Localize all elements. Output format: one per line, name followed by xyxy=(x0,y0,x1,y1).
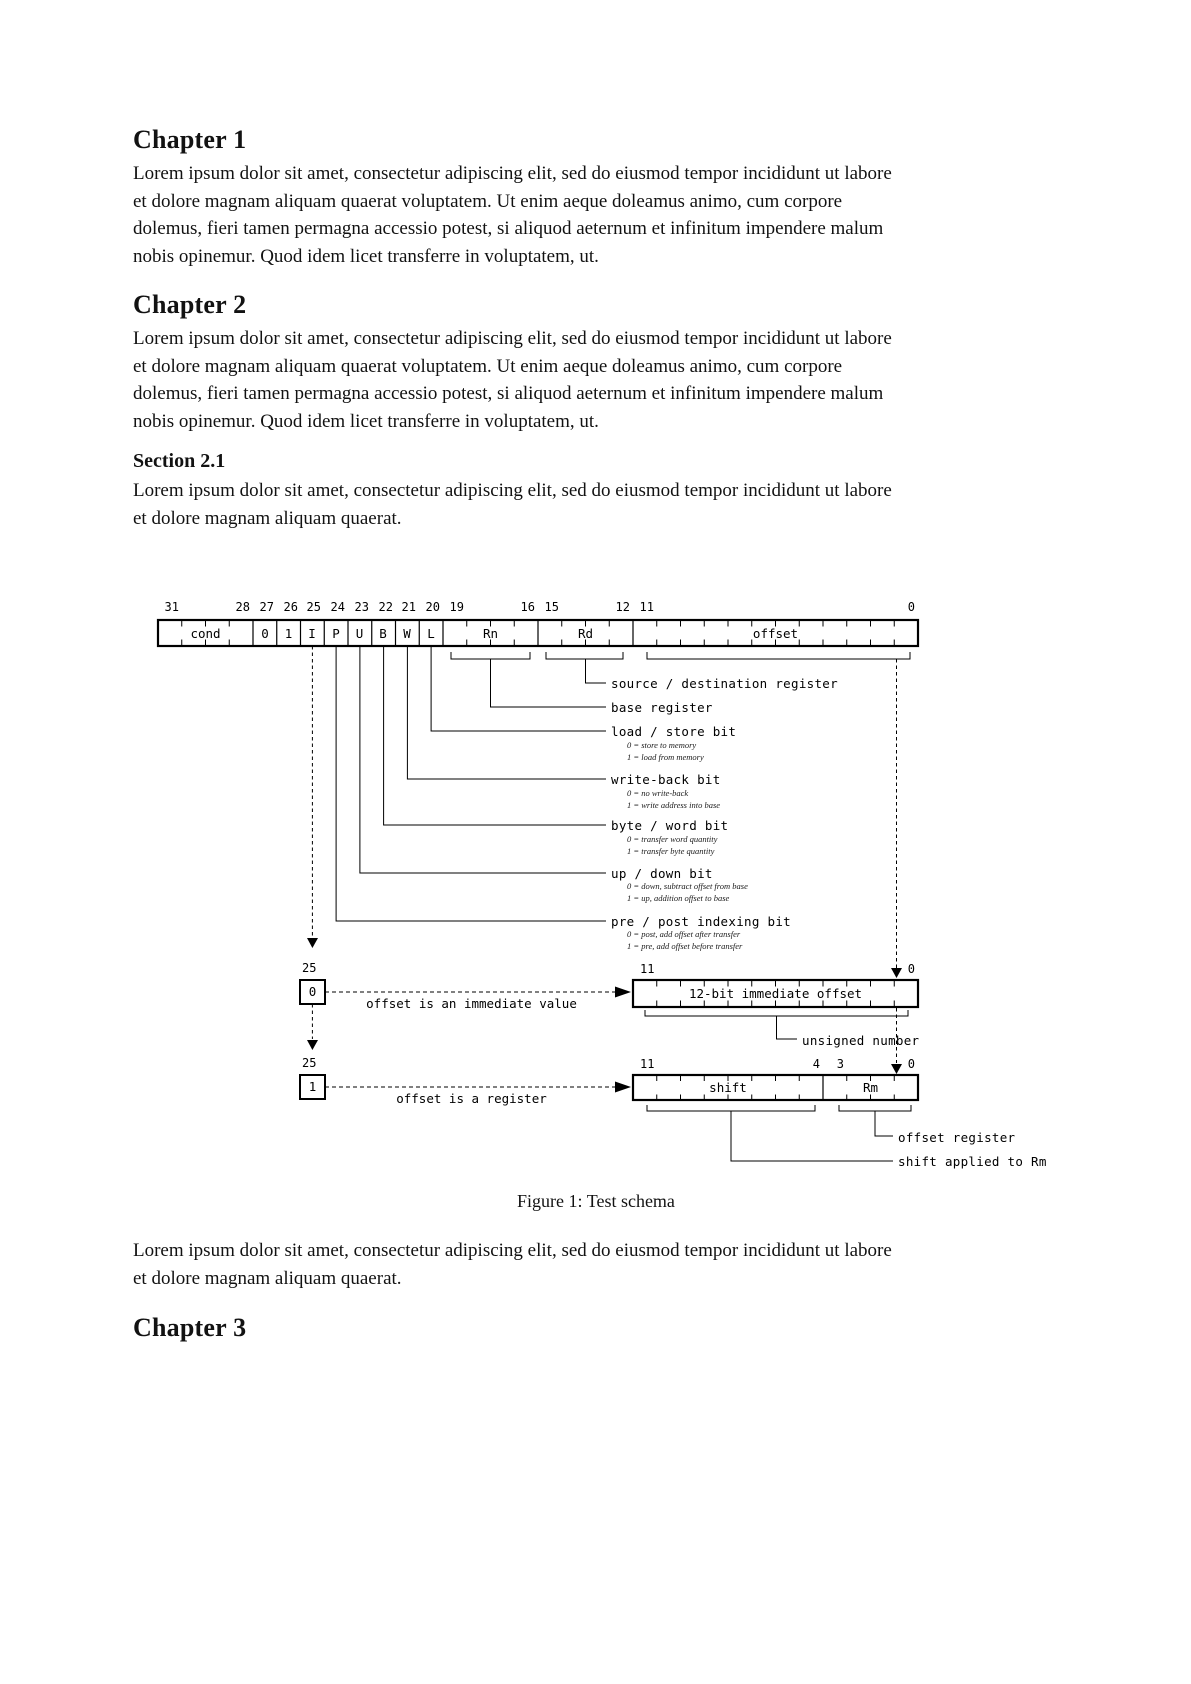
field-b-bit: B xyxy=(379,626,387,641)
field-l-bit: L xyxy=(427,626,435,641)
paragraph-line: nobis opinemur. Quod idem licet transferre in voluptatem, ut. xyxy=(133,245,599,267)
bit-label: 16 xyxy=(520,600,535,614)
annotation-up-down-bit: up / down bit xyxy=(611,866,713,881)
annotation-write-back-bit: write-back bit xyxy=(611,772,721,787)
annotation-note: 1 = pre, add offset before transfer xyxy=(627,941,743,951)
chapter-1-heading: Chapter 1 xyxy=(133,125,247,154)
paragraph-line: nobis opinemur. Quod idem licet transferre in voluptatem, ut. xyxy=(133,410,599,432)
field-rn: Rn xyxy=(482,626,499,641)
bit-label: 20 xyxy=(425,600,440,614)
unsigned-number-label: unsigned number xyxy=(802,1033,920,1048)
bit-label: 0 xyxy=(907,1057,915,1071)
closing-paragraph xyxy=(133,1237,1073,1292)
bit-label: 11 xyxy=(640,1057,655,1071)
paragraph-line: Lorem ipsum dolor sit amet, consectetur adipiscing elit, sed do eiusmod tempor incididunt ut labore xyxy=(133,480,892,501)
bit-label: 25 xyxy=(302,1056,317,1070)
paragraph-line: et dolore magnam aliquam quaerat voluptatem. Ut enim aeque doleamus animo, cum corpore xyxy=(133,190,843,212)
immediate-arrow-label: offset is an immediate value xyxy=(366,996,577,1011)
annotation-note: 1 = transfer byte quantity xyxy=(627,846,715,856)
bit-label: 19 xyxy=(449,600,464,614)
bit-label: 24 xyxy=(330,600,345,614)
paragraph-line: dolemus, fieri tamen permagna accessio potest, si aliquod aeternum et infinitum impendere malum xyxy=(133,383,884,404)
annotation-pre-post-indexing-bit: pre / post indexing bit xyxy=(611,914,791,929)
bit-label: 3 xyxy=(836,1057,844,1071)
i-bit-value-1: 1 xyxy=(308,1079,317,1094)
annotation-note: 1 = load from memory xyxy=(627,752,704,762)
bit-label: 0 xyxy=(907,962,915,976)
field-cond: cond xyxy=(190,626,221,641)
bit-label: 15 xyxy=(544,600,559,614)
field-w-bit: W xyxy=(403,626,411,641)
annotation-note: 0 = transfer word quantity xyxy=(627,834,718,844)
register-arrow-label: offset is a register xyxy=(396,1091,547,1106)
field-i-bit: I xyxy=(308,626,316,641)
annotation-note: 0 = down, subtract offset from base xyxy=(627,881,748,891)
paragraph-line: et dolore magnam aliquam quaerat. xyxy=(133,1267,402,1289)
bit-label: 21 xyxy=(401,600,416,614)
annotation-note: 0 = post, add offset after transfer xyxy=(627,929,741,939)
rm-field-label: Rm xyxy=(862,1080,879,1095)
bit-label: 0 xyxy=(907,600,915,614)
chapter-2-heading: Chapter 2 xyxy=(133,290,247,319)
annotation-byte-word-bit: byte / word bit xyxy=(611,818,729,833)
chapter-2-paragraph xyxy=(133,325,1073,435)
field-offset: offset xyxy=(752,626,799,641)
down-arrow xyxy=(307,938,318,948)
annotation-base-register: base register xyxy=(611,700,713,715)
section-2-1-paragraph xyxy=(133,477,1073,532)
paragraph-line: et dolore magnam aliquam quaerat voluptatem. Ut enim aeque doleamus animo, cum corpore xyxy=(133,355,843,377)
bit-label: 11 xyxy=(640,962,655,976)
bit-label: 25 xyxy=(302,961,317,975)
bit-label: 26 xyxy=(283,600,298,614)
annotation-connectors xyxy=(336,646,606,921)
bit-label: 4 xyxy=(812,1057,820,1071)
bit-label: 23 xyxy=(354,600,369,614)
offset-register-label: offset register xyxy=(898,1130,1016,1145)
bit-label: 27 xyxy=(259,600,274,614)
shift-field-label: shift xyxy=(709,1080,747,1095)
paragraph-line: dolemus, fieri tamen permagna accessio potest, si aliquod aeternum et infinitum impendere malum xyxy=(133,218,884,239)
i-bit-value-0: 0 xyxy=(308,984,317,999)
field-bit26: 1 xyxy=(284,626,293,641)
paragraph-line: et dolore magnam aliquam quaerat. xyxy=(133,507,402,529)
annotation-note: 1 = up, addition offset to base xyxy=(627,893,730,903)
paragraph-line: Lorem ipsum dolor sit amet, consectetur adipiscing elit, sed do eiusmod tempor incididunt ut labore xyxy=(133,163,892,184)
field-underbrackets xyxy=(451,652,910,659)
paragraph-line: Lorem ipsum dolor sit amet, consectetur adipiscing elit, sed do eiusmod tempor incididunt ut labore xyxy=(133,328,892,349)
bit-label: 12 xyxy=(615,600,630,614)
field-rd: Rd xyxy=(577,626,594,641)
shift-applied-label: shift applied to Rm xyxy=(898,1154,1047,1169)
annotation-note: 0 = no write-back xyxy=(627,788,689,798)
annotation-load-store-bit: load / store bit xyxy=(611,724,737,739)
chapter-3-heading: Chapter 3 xyxy=(133,1313,247,1342)
field-u-bit: U xyxy=(355,626,364,641)
chapter-1-paragraph xyxy=(133,160,1073,270)
annotation-note: 1 = write address into base xyxy=(627,800,721,810)
figure-caption: Figure 1: Test schema xyxy=(517,1191,675,1211)
annotation-source-destination-register: source / destination register xyxy=(611,676,838,691)
field-p-bit: P xyxy=(332,626,340,641)
bit-label: 28 xyxy=(235,600,250,614)
bit-label: 22 xyxy=(378,600,393,614)
down-arrow xyxy=(307,1040,318,1050)
section-2-1-heading: Section 2.1 xyxy=(133,450,226,472)
annotation-note: 0 = store to memory xyxy=(627,740,697,750)
field-bit27: 0 xyxy=(261,626,269,641)
immediate-offset-box-label: 12-bit immediate offset xyxy=(688,986,863,1001)
bit-label: 11 xyxy=(639,600,654,614)
bit-label: 31 xyxy=(164,600,179,614)
paragraph-line: Lorem ipsum dolor sit amet, consectetur adipiscing elit, sed do eiusmod tempor incididunt ut labore xyxy=(133,1240,892,1261)
bit-label: 25 xyxy=(306,600,321,614)
